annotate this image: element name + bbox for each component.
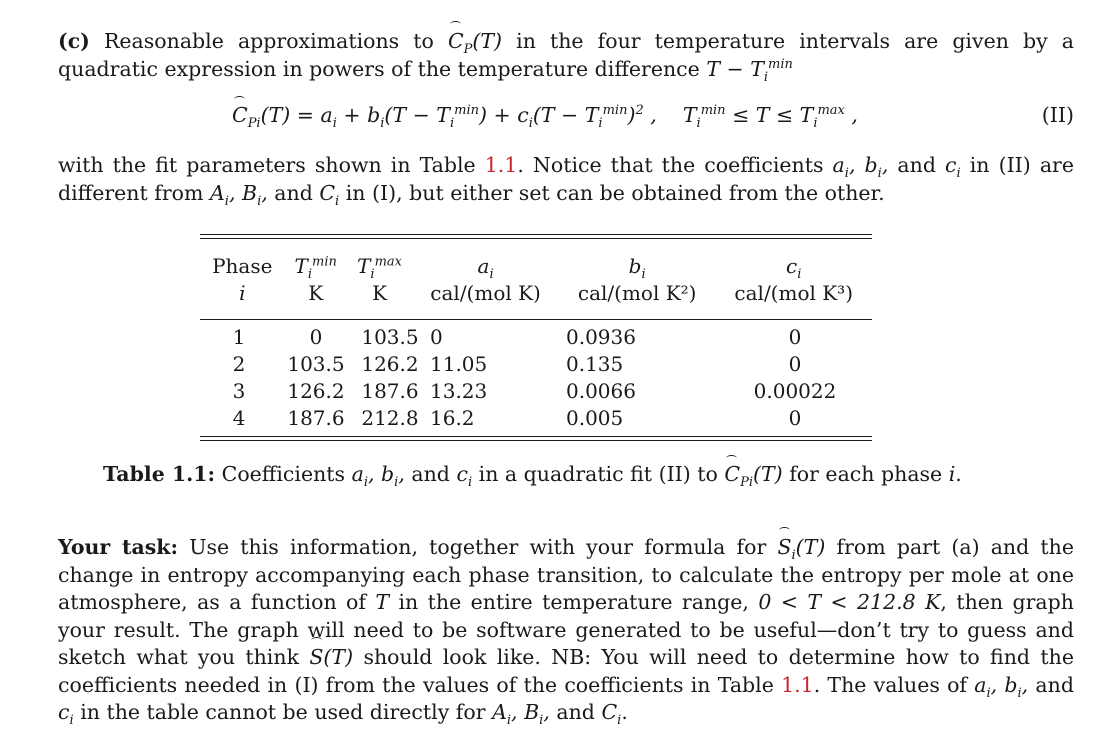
cell: 2 — [232, 352, 246, 376]
task-text-6: . The values of — [813, 672, 968, 697]
cell: 4 — [232, 406, 246, 430]
cell: 126.2 — [361, 352, 419, 376]
unit-phase: i — [239, 281, 246, 305]
temp-diff-symbol: $T - T_i^{min}$ — [706, 56, 793, 85]
caption-text-2: in a quadratic fit (II) to — [478, 462, 718, 486]
cell: 0.00022 — [753, 379, 837, 403]
table-row — [200, 351, 872, 378]
table-ref-link[interactable]: 1.1 — [484, 153, 518, 177]
unit-b: cal/(mol K²) — [577, 281, 697, 305]
header-tmin: $T_i^{min}$ — [294, 254, 337, 282]
header-a: $a_i$ — [477, 254, 494, 282]
equation-number: (II) — [1041, 103, 1074, 127]
caption-text-3: for each phase — [789, 462, 943, 486]
cell: 0 — [788, 352, 802, 376]
unit-c: cal/(mol K³) — [734, 281, 854, 305]
task-text-5: should look like. NB: You will need to determine how to find the coefficients needed in (I) from the values of the coefficients in Table — [58, 645, 1074, 697]
task-label: Your task: — [58, 535, 179, 559]
fit-text-2: . Notice that the coefficients — [517, 153, 824, 177]
task-text-4: , then graph your result. The graph will need to be software generated to be useful—don’t try to guess and sketch what you think — [58, 590, 1074, 669]
coeff-lowercase: $a_i$, $b_i$, — [832, 153, 889, 182]
cell: 13.23 — [430, 379, 488, 403]
cell: 212.8 — [361, 406, 419, 430]
task-text-2: from part (a) and the change in entropy accompanying each phase transition, to calculate the entropy per mole at one atmosphere, as a function of — [58, 535, 1074, 614]
cell: 11.05 — [430, 352, 488, 376]
task-text-7: in the table cannot be used directly for — [80, 700, 486, 724]
intro-paragraph — [58, 28, 1074, 83]
cell: 187.6 — [287, 406, 345, 430]
coeff-uppercase: $A_i$, $B_i$, — [209, 180, 268, 209]
task-text-1: Use this information, together with your formula for — [189, 535, 767, 559]
part-label: (c) — [58, 29, 90, 53]
cell: 103.5 — [287, 352, 345, 376]
cell: 16.2 — [430, 406, 475, 430]
fit-text-4: in (I), but either set can be obtained from the other. — [345, 180, 885, 205]
cell: 0 — [430, 325, 443, 349]
table-row — [200, 324, 872, 351]
fit-text-3: in (II) are different from — [58, 153, 1074, 205]
unit-tmax: K — [372, 281, 388, 305]
header-phase: Phase — [212, 254, 273, 278]
cell: 0 — [788, 325, 802, 349]
cell: 103.5 — [361, 325, 419, 349]
cell: 0 — [788, 406, 802, 430]
task-range: 0 < T < 212.8 K — [758, 590, 941, 614]
task-text-3: in the entire temperature range, — [398, 590, 749, 614]
cell: 0 — [309, 325, 323, 349]
task-table-ref-link[interactable]: 1.1 — [781, 672, 814, 697]
cell: 0.135 — [566, 352, 624, 376]
caption-label: Table 1.1: — [103, 462, 216, 486]
table-row — [200, 378, 872, 405]
cp-symbol: $C_P(T)$ — [447, 29, 503, 58]
fit-text-1: with the fit parameters shown in Table — [58, 153, 476, 177]
table-mid-rule — [200, 319, 872, 320]
header-tmax: $T_i^{max}$ — [357, 254, 403, 282]
cell: 187.6 — [361, 379, 419, 403]
cell: 0.0936 — [566, 325, 636, 349]
cell: 1 — [232, 325, 246, 349]
cell: 3 — [232, 379, 246, 403]
intro-text-1: Reasonable approximations to — [103, 29, 434, 53]
table-bottom-rule — [200, 436, 872, 441]
header-c: $c_i$ — [786, 254, 802, 282]
task-paragraph: Your task: Use this information, together with your formula for $S_i(T)$ from part (a) and the change in entropy accompanying each phase transition, to calculate the entropy per mole at one atmosphere, as a function of T in the entire temperature range, 0 < T < 212.8 K, then graph your result. The graph will need to be software generated to be useful—don’t try to guess and sketch what you think S(T) should look like. NB: You will need to determine how to find the coefficients needed in (I) from the values of the coefficients in Table 1.1. The values of $a_i$, $b_i$, and $c_i$ in the table cannot be used directly for $A_i$, $B_i$, and $C_i$. — [58, 535, 1074, 729]
table-caption: Table 1.1: Coefficients $a_i$, $b_i$, and $c_i$ in a quadratic fit (II) to $C_{Pi}(T)$ for each phase i. — [103, 462, 962, 491]
cell: 0.0066 — [566, 379, 636, 403]
fit-paragraph: with the fit parameters shown in Table 1.1. Notice that the coefficients $a_i$, $b_i$, and $c_i$ in (II) are different from $A_i$, $B_i$, and $C_i$ in (I), but either set can be obtained from the other. — [58, 153, 1074, 209]
unit-tmin: K — [308, 281, 324, 305]
cell: 126.2 — [287, 379, 345, 403]
coefficients-table — [200, 234, 872, 441]
cell: 0.005 — [566, 406, 624, 430]
equation-ii: $C_{Pi}(T) = a_i + b_i(T - T_i^{min}) + c_i(T - T_i^{min})^2$ , $T_i^{min} \le T \le T_i^{max}$ , — [232, 103, 858, 132]
table-row — [200, 405, 872, 432]
header-b: $b_i$ — [628, 254, 646, 282]
caption-text-1: Coefficients — [221, 462, 346, 486]
unit-a: cal/(mol K) — [430, 281, 541, 305]
intro-text-2: in the four temperature intervals are given by a quadratic expression in powers of the temperature difference — [58, 29, 1074, 81]
